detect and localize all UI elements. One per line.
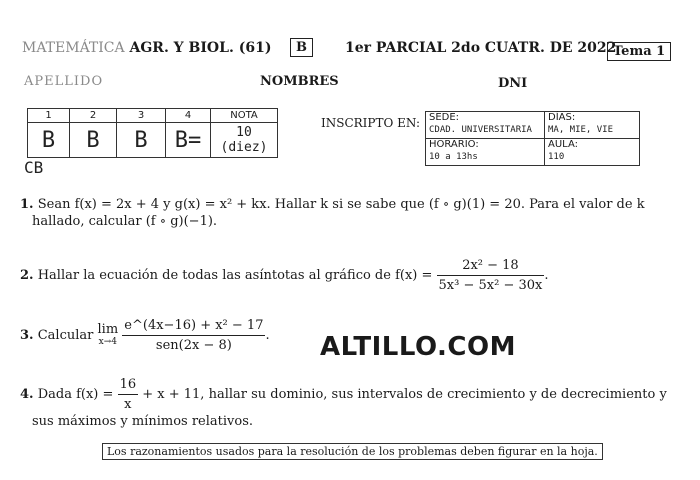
footer-note: Los razonamientos usados para la resolución de los problemas deben figurar en la hoja. — [102, 443, 603, 460]
exam-tema-box: Tema 1 — [607, 42, 671, 61]
question-end: . — [544, 268, 549, 283]
fraction — [122, 317, 265, 354]
grade-header: NOTA — [211, 109, 278, 123]
dias-cell — [545, 112, 640, 139]
question-1 — [20, 196, 645, 230]
fraction-numerator: 2x² − 18 — [462, 258, 519, 273]
fraction-numerator: 16 — [119, 377, 137, 392]
question-text: sus máximos y mínimos relativos. — [32, 414, 253, 429]
question-4 — [20, 376, 667, 430]
question-number: 1. — [20, 197, 34, 212]
fraction-numerator: e^(4x−16) + x² − 17 — [124, 318, 264, 333]
course-title-rest: AGR. Y BIOL. (61) — [129, 40, 272, 56]
grade-header: 3 — [117, 109, 166, 123]
sede-label: SEDE: — [429, 112, 460, 123]
question-end: . — [265, 328, 270, 343]
question-number: 2. — [20, 268, 34, 283]
question-text: Hallar la ecuación de todas las asíntotas al gráfico de f(x) = — [37, 268, 433, 283]
fraction-denominator: x — [118, 394, 139, 413]
grades-table — [27, 108, 278, 158]
question-3 — [20, 317, 270, 354]
horario-cell — [426, 139, 545, 166]
dias-value: MA, MIE, VIE — [548, 125, 614, 135]
question-2 — [20, 257, 549, 294]
dias-label: DÍAS: — [548, 112, 576, 123]
dni-label: DNI — [498, 76, 528, 91]
question-text: Dada f(x) = — [37, 387, 114, 402]
inscripto-label: INSCRIPTO EN: — [321, 116, 421, 130]
grade-value: B — [117, 123, 166, 158]
horario-value: 10 a 13hs — [429, 152, 478, 162]
fraction-denominator: sen(2x − 8) — [122, 335, 265, 354]
limit-label: lim — [97, 321, 119, 337]
nombres-label: NOMBRES — [260, 74, 339, 89]
question-text: hallado, calcular (f ∘ g)(−1). — [32, 214, 218, 229]
limit-operator — [97, 321, 119, 348]
grade-header: 4 — [166, 109, 211, 123]
course-title-faded: MATEMÁTICA — [22, 40, 125, 56]
fraction — [437, 257, 545, 294]
question-text: + x + 11, hallar su dominio, sus intervalos de crecimiento y de decrecimiento y — [142, 387, 667, 402]
aula-value: 110 — [548, 152, 565, 162]
sede-value: CDAD. UNIVERSITARIA — [429, 125, 532, 135]
grade-value: B — [28, 123, 70, 158]
aula-cell — [545, 139, 640, 166]
question-number: 4. — [20, 387, 34, 402]
fraction — [118, 376, 139, 413]
aula-label: AULA: — [548, 139, 578, 150]
exam-variant-box: B — [290, 38, 313, 57]
grade-header: 2 — [70, 109, 117, 123]
grade-nota-value: 10 (diez) — [211, 123, 278, 158]
grader-initials: CB — [24, 158, 44, 177]
limit-subscript: x→4 — [98, 336, 117, 347]
exam-parcial: 1er PARCIAL 2do CUATR. DE 2022 — [345, 40, 617, 56]
watermark: ALTILLO.COM — [320, 332, 516, 362]
question-text: Sean f(x) = 2x + 4 y g(x) = x² + kx. Hallar k si se sabe que (f ∘ g)(1) = 20. Para el valor de k — [37, 197, 645, 212]
course-title — [22, 40, 271, 56]
grade-value: B= — [166, 123, 211, 158]
fraction-denominator: 5x³ − 5x² − 30x — [437, 275, 545, 294]
question-number: 3. — [20, 328, 34, 343]
apellido-label: APELLIDO — [24, 74, 104, 89]
sede-cell — [426, 112, 545, 139]
horario-label: HORARIO: — [429, 139, 479, 150]
grade-header: 1 — [28, 109, 70, 123]
inscripto-table — [425, 111, 640, 166]
question-text: Calcular — [37, 328, 94, 343]
grade-value: B — [70, 123, 117, 158]
